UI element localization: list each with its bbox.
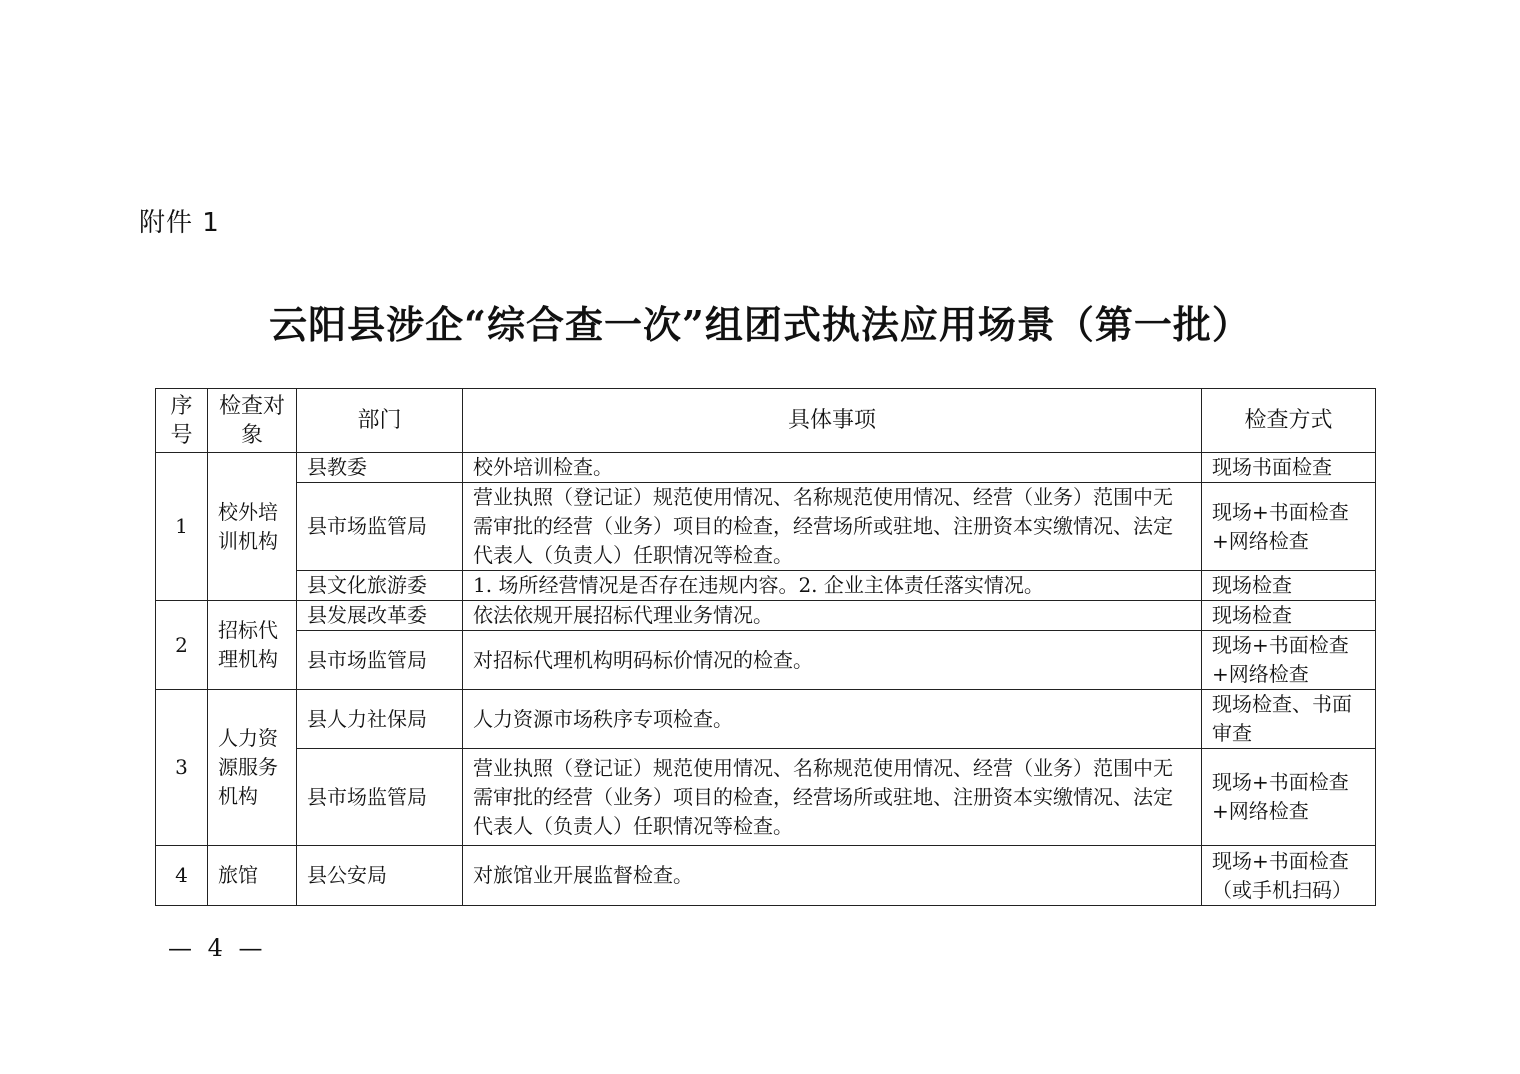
- table-row: [156, 601, 1376, 631]
- inspection-method: 现场书面检查: [1202, 453, 1376, 483]
- inspection-method: 现场检查、书面审查: [1202, 690, 1376, 749]
- table-row: [156, 749, 1376, 846]
- inspection-items: 人力资源市场秩序专项检查。: [463, 690, 1202, 749]
- header-method: 检查方式: [1202, 389, 1376, 453]
- department: 县发展改革委: [297, 601, 463, 631]
- inspection-items: 对招标代理机构明码标价情况的检查。: [463, 631, 1202, 690]
- department: 县市场监管局: [297, 483, 463, 571]
- table-row: [156, 846, 1376, 906]
- inspection-items: 对旅馆业开展监督检查。: [463, 846, 1202, 906]
- inspection-object: 校外培训机构: [208, 453, 297, 601]
- table-row: [156, 690, 1376, 749]
- inspection-items: 1. 场所经营情况是否存在违规内容。2. 企业主体责任落实情况。: [463, 571, 1202, 601]
- department: 县市场监管局: [297, 749, 463, 846]
- document-title: 云阳县涉企“综合查一次”组团式执法应用场景（第一批）: [269, 302, 1251, 347]
- table-row: [156, 453, 1376, 483]
- header-object: 检查对象: [208, 389, 297, 453]
- inspection-object: 人力资源服务机构: [208, 690, 297, 846]
- inspection-items: 营业执照（登记证）规范使用情况、名称规范使用情况、经营（业务）范围中无需审批的经营（业务）项目的检查，经营场所或驻地、注册资本实缴情况、法定代表人（负责人）任职情况等检查。: [463, 483, 1202, 571]
- header-dept: 部门: [297, 389, 463, 453]
- row-no: 2: [156, 601, 208, 690]
- inspection-items: 依法依规开展招标代理业务情况。: [463, 601, 1202, 631]
- inspection-method: 现场检查: [1202, 601, 1376, 631]
- header-items: 具体事项: [463, 389, 1202, 453]
- inspection-items: 校外培训检查。: [463, 453, 1202, 483]
- inspection-object: 旅馆: [208, 846, 297, 906]
- department: 县文化旅游委: [297, 571, 463, 601]
- row-no: 3: [156, 690, 208, 846]
- inspection-method: 现场+书面检查+网络检查: [1202, 749, 1376, 846]
- inspection-method: 现场+书面检查+网络检查: [1202, 631, 1376, 690]
- department: 县人力社保局: [297, 690, 463, 749]
- attachment-label: 附件 1: [139, 208, 220, 238]
- row-no: 1: [156, 453, 208, 601]
- inspection-object: 招标代理机构: [208, 601, 297, 690]
- inspection-method: 现场检查: [1202, 571, 1376, 601]
- inspection-method: 现场+书面检查+网络检查: [1202, 483, 1376, 571]
- table-row: [156, 571, 1376, 601]
- table-header-row: [156, 389, 1376, 453]
- department: 县公安局: [297, 846, 463, 906]
- department: 县市场监管局: [297, 631, 463, 690]
- table-row: [156, 631, 1376, 690]
- table-row: [156, 483, 1376, 571]
- inspection-table: [155, 388, 1376, 906]
- row-no: 4: [156, 846, 208, 906]
- inspection-items: 营业执照（登记证）规范使用情况、名称规范使用情况、经营（业务）范围中无需审批的经营（业务）项目的检查，经营场所或驻地、注册资本实缴情况、法定代表人（负责人）任职情况等检查。: [463, 749, 1202, 846]
- page-number: — 4 —: [168, 934, 267, 962]
- header-no: 序号: [156, 389, 208, 453]
- inspection-method: 现场+书面检查（或手机扫码）: [1202, 846, 1376, 906]
- department: 县教委: [297, 453, 463, 483]
